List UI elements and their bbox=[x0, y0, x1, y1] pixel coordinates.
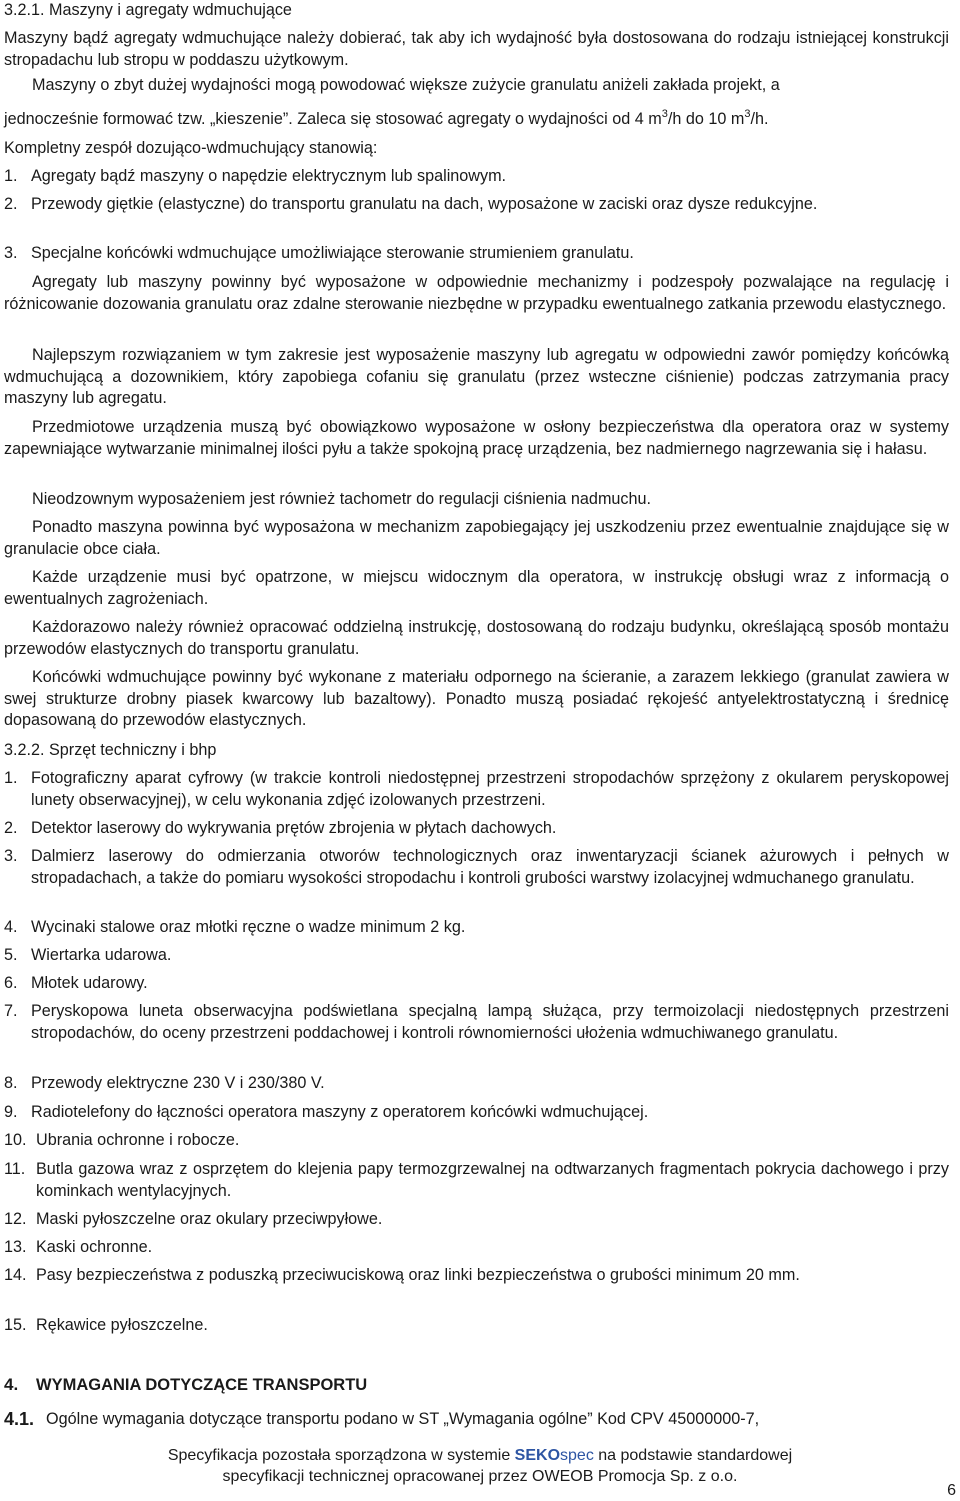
section-number-4: 4. bbox=[4, 1375, 19, 1394]
list-item: Fotograficzny aparat cyfrowy (w trakcie kontroli niedostępnej przestrzeni stropodachów sprzężony z okularem peryskopowej lunety obserwacyjnej), w celu wykonania zdjęć izolowanych przestrzeni. bbox=[31, 769, 949, 809]
list-item: Detektor laserowy do wykrywania prętów zbrojenia w płytach dachowych. bbox=[31, 819, 557, 837]
paragraph: Końcówki wdmuchujące powinny być wykonane z materiału odpornego na ścieranie, a zarazem lekkiego (granulat zawiera w swej strukturze drobny piasek kwarcowy lub bazaltowy). Ponadto muszą posiadać rękojeść antyelektrostatyczną i średnicę dopasowaną do przewodów elastycznych. bbox=[4, 668, 949, 729]
list-number: 12. bbox=[4, 1210, 27, 1228]
footer-line-2: specyfikacji technicznej opracowanej przez OWEOB Promocja Sp. z o.o. bbox=[222, 1468, 738, 1485]
list-item: Pasy bezpieczeństwa z poduszką przeciwuciskową oraz linki bezpieczeństwa o grubości minimum 20 mm. bbox=[36, 1266, 800, 1284]
list-item: Dalmierz laserowy do odmierzania otworów technologicznych oraz inwentaryzacji ścianek ażurowych i pełnych w stropadachach, a także do pomiaru wysokości stropodachu i kontroli grubości warstwy izolacyjnej wdmuchanego granulatu. bbox=[31, 847, 949, 887]
list-number: 1. bbox=[4, 167, 18, 185]
subsection-text-41: Ogólne wymagania dotyczące transportu podano w ST „Wymagania ogólne” Kod CPV 45000000-7, bbox=[46, 1410, 760, 1428]
list-item: Maski pyłoszczelne oraz okulary przeciwpyłowe. bbox=[36, 1210, 383, 1228]
paragraph: Kompletny zespół dozująco-wdmuchujący stanowią: bbox=[4, 139, 378, 157]
list-number: 14. bbox=[4, 1266, 27, 1284]
list-number: 3. bbox=[4, 244, 18, 262]
list-number: 8. bbox=[4, 1074, 18, 1092]
list-number: 7. bbox=[4, 1002, 18, 1020]
paragraph: Maszyny bądź agregaty wdmuchujące należy dobierać, tak aby ich wydajność była dostosowana do rodzaju istniejącej konstrukcji stropadachu lub stropu w poddaszu użytkowym. bbox=[4, 29, 949, 69]
list-number: 2. bbox=[4, 195, 18, 213]
subsection-number-41: 4.1. bbox=[4, 1409, 35, 1429]
list-number: 3. bbox=[4, 847, 18, 865]
paragraph: Nieodzownym wyposażeniem jest również tachometr do regulacji ciśnienia nadmuchu. bbox=[32, 490, 652, 508]
list-number: 13. bbox=[4, 1238, 27, 1256]
list-number: 5. bbox=[4, 946, 18, 964]
paragraph: Każde urządzenie musi być opatrzone, w miejscu widocznym dla operatora, w instrukcję obsługi wraz z informacją o ewentualnych zagrożeniach. bbox=[4, 568, 949, 608]
list-item: Młotek udarowy. bbox=[31, 974, 148, 992]
list-item: Ubrania ochronne i robocze. bbox=[36, 1131, 240, 1149]
list-number: 4. bbox=[4, 918, 18, 936]
paragraph: Każdorazowo należy również opracować oddzielną instrukcję, dostosowaną do rodzaju budynku, określającą sposób montażu przewodów elastycznych do transportu granulatu. bbox=[4, 618, 949, 658]
list-item: Specjalne końcówki wdmuchujące umożliwiające sterowanie strumieniem granulatu. bbox=[31, 244, 634, 262]
list-number: 10. bbox=[4, 1131, 27, 1149]
section-title-4: WYMAGANIA DOTYCZĄCE TRANSPORTU bbox=[36, 1376, 368, 1394]
list-number: 6. bbox=[4, 974, 18, 992]
section-heading-322: 3.2.2. Sprzęt techniczny i bhp bbox=[4, 741, 217, 759]
list-item: Butla gazowa wraz z osprzętem do klejenia papy termozgrzewalnej na odtwarzanych fragmentach pokrycia dachowego i przy kominkach wentylacyjnych. bbox=[36, 1160, 949, 1200]
section-heading-321: 3.2.1. Maszyny i agregaty wdmuchujące bbox=[4, 1, 292, 19]
footer-line-1: Specyfikacja pozostała sporządzona w systemie SEKOspec na podstawie standardowej bbox=[167, 1447, 793, 1464]
paragraph: Najlepszym rozwiązaniem w tym zakresie jest wyposażenie maszyny lub agregatu w odpowiedni zawór pomiędzy końcówką wdmuchującą a dozownikiem, który zapobiega cofaniu się granulatu (przez wsteczne ciśnienie) podczas zatrzymania pracy maszyny lub agregatu. bbox=[4, 346, 949, 407]
list-number: 9. bbox=[4, 1103, 18, 1121]
list-item: Radiotelefony do łączności operatora maszyny z operatorem końcówki wdmuchującej. bbox=[31, 1103, 649, 1121]
paragraph: Przedmiotowe urządzenia muszą być obowiązkowo wyposażone w osłony bezpieczeństwa dla operatora oraz w systemy zapewniające wytwarzanie minimalnej ilości pyłu a także spokojną pracę urządzenia, bez nadmiernego nagrzewania się i hałasu. bbox=[4, 418, 949, 458]
paragraph-with-units: jednocześnie formować tzw. „kieszenie”. Zaleca się stosować agregaty o wydajności od 4 $m^3/h$ do 10 $m^3/h$. bbox=[4, 108, 769, 128]
list-number: 2. bbox=[4, 819, 18, 837]
list-item: Kaski ochronne. bbox=[36, 1238, 153, 1256]
list-item: Peryskopowa luneta obserwacyjna podświetlana specjalną lampą służąca, przy termoizolacji niedostępnych przestrzeni stropodachów, do oceny przestrzeni poddachowej i kontroli równomierności ułożenia wdmuchiwanego granulatu. bbox=[31, 1002, 949, 1042]
list-item: Wiertarka udarowa. bbox=[31, 946, 172, 964]
list-item: Przewody giętkie (elastyczne) do transportu granulatu na dach, wyposażone w zaciski oraz dysze redukcyjne. bbox=[31, 195, 818, 213]
list-item: Agregaty bądź maszyny o napędzie elektrycznym lub spalinowym. bbox=[31, 167, 507, 185]
list-number: 1. bbox=[4, 769, 18, 787]
sekospec-logo: SEKO bbox=[514, 1447, 561, 1464]
page-number: 6 bbox=[947, 1482, 956, 1499]
paragraph: Ponadto maszyna powinna być wyposażona w mechanizm zapobiegający jej uszkodzeniu przez ewentualnie znajdujące się w granulacie obce ciała. bbox=[4, 518, 949, 558]
list-number: 11. bbox=[4, 1160, 26, 1178]
paragraph: Agregaty lub maszyny powinny być wyposażone w odpowiednie mechanizmy i podzespoły pozwalające na regulację i różnicowanie dozowania granulatu oraz zdalne sterowanie niezbędne w przypadku ewentualnego zatkania przewodu elastycznego. bbox=[4, 273, 949, 313]
list-number: 15. bbox=[4, 1316, 27, 1334]
list-item: Przewody elektryczne 230 V i 230/380 V. bbox=[31, 1074, 325, 1092]
list-item: Rękawice pyłoszczelne. bbox=[36, 1316, 208, 1334]
paragraph: Maszyny o zbyt dużej wydajności mogą powodować większe zużycie granulatu aniżeli zakłada projekt, a bbox=[32, 76, 780, 94]
list-item: Wycinaki stalowe oraz młotki ręczne o wadze minimum 2 kg. bbox=[31, 918, 466, 936]
